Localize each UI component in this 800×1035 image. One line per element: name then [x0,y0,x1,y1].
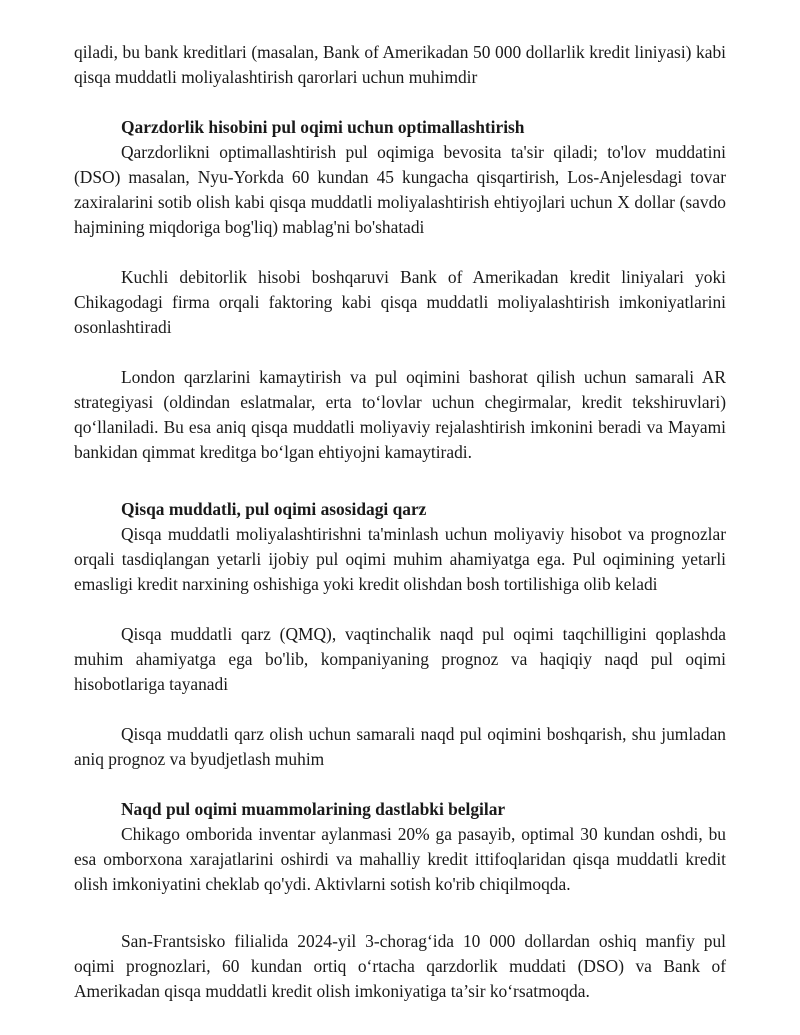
section-heading-cashflow-debt: Qisqa muddatli, pul oqimi asosidagi qarz [121,499,427,519]
section-1-paragraph-2: Kuchli debitorlik hisobi boshqaruvi Bank of Amerikadan kredit liniyalari yoki Chikagodagi firma orqali faktoring kabi qisqa muddatli moliyalashtirish imkoniyatlarini osonlashtiradi [74,267,726,337]
section-1-paragraph-1: Qarzdorlikni optimallashtirish pul oqimiga bevosita ta'sir qiladi; to'lov muddatini (DSO) masalan, Nyu-Yorkda 60 kundan 45 kungacha qisqartirish, Los-Anjelesdagi tovar zaxiralarini sotib olish kabi qisqa muddatli moliyalashtirish ehtiyojlari uchun X dollar (savdo hajmining miqdoriga bog'liq) mablag'ni bo'shatadi [74,142,726,237]
spacer [74,597,726,622]
section-heading-ar-optimization: Qarzdorlik hisobini pul oqimi uchun optimallashtirish [121,117,525,137]
section-1-paragraph-3: London qarzlarini kamaytirish va pul oqimini bashorat qilish uchun samarali AR strategiyasi (oldindan eslatmalar, erta to‘lovlar uchun chegirmalar, kredit tekshiruvlari) qo‘llaniladi. Bu esa aniq qisqa muddatli moliyaviy rejalashtirish imkonini beradi va Mayami bankidan qimmat kreditga bo‘lgan ehtiyojni kamaytiradi. [74,367,726,462]
spacer [74,772,726,797]
spacer [74,90,726,115]
section-heading-early-signs: Naqd pul oqimi muammolarining dastlabki belgilar [121,799,506,819]
spacer [74,697,726,722]
spacer [74,465,726,497]
spacer [74,340,726,365]
section-3-paragraph-2: San-Frantsisko filialida 2024-yil 3-chorag‘ida 10 000 dollardan oshiq manfiy pul oqimi prognozlari, 60 kundan ortiq o‘rtacha qarzdorlik muddati (DSO) va Bank of Amerikadan qisqa muddatli kredit olish imkoniyatiga ta’sir ko‘rsatmoqda. [74,931,726,1001]
section-2-paragraph-3: Qisqa muddatli qarz olish uchun samarali naqd pul oqimini boshqarish, shu jumladan aniq prognoz va byudjetlash muhim [74,724,726,769]
section-2-paragraph-1: Qisqa muddatli moliyalashtirishni ta'minlash uchun moliyaviy hisobot va prognozlar orqali tasdiqlangan yetarli ijobiy pul oqimi muhim ahamiyatga ega. Pul oqimining yetarli emasligi kredit narxining oshishiga yoki kredit olishdan bosh tortilishiga olib keladi [74,524,726,594]
section-3-paragraph-1: Chikago omborida inventar aylanmasi 20% ga pasayib, optimal 30 kundan oshdi, bu esa omborxona xarajatlarini oshirdi va mahalliy kredit ittifoqlaridan qisqa muddatli kredit olish imkoniyatini cheklab qo'ydi. Aktivlarni sotish ko'rib chiqilmoqda. [74,824,726,894]
spacer [74,240,726,265]
intro-paragraph: qiladi, bu bank kreditlari (masalan, Bank of Amerikadan 50 000 dollarlik kredit liniyasi) kabi qisqa muddatli moliyalashtirish qarorlari uchun muhimdir [74,42,726,87]
spacer [74,897,726,929]
section-2-paragraph-2: Qisqa muddatli qarz (QMQ), vaqtinchalik naqd pul oqimi taqchilligini qoplashda muhim ahamiyatga ega bo'lib, kompaniyaning prognoz va haqiqiy naqd pul oqimi hisobotlariga tayanadi [74,624,726,694]
